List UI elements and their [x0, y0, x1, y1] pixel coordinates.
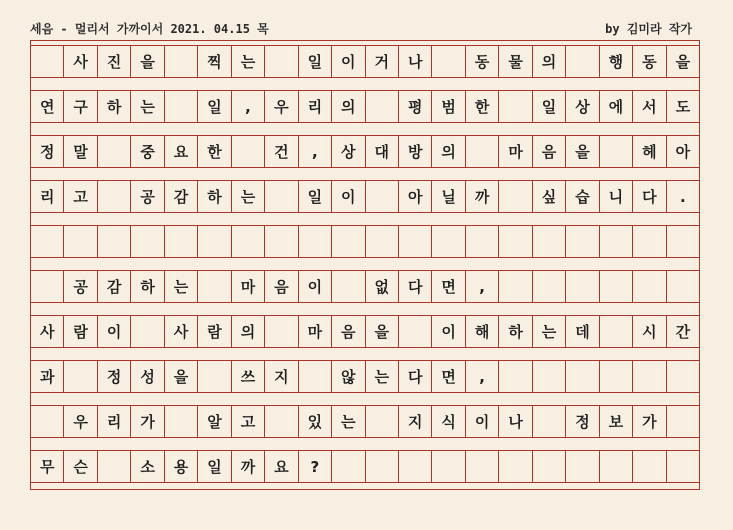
grid-cell	[466, 136, 499, 167]
grid-cell	[533, 226, 566, 257]
grid-cell	[667, 406, 699, 437]
grid-cell: 다	[399, 271, 432, 302]
grid-cell	[667, 451, 699, 482]
grid-row	[31, 405, 699, 438]
grid-cell: 상	[566, 91, 599, 122]
grid-cell: 의	[232, 316, 265, 347]
grid-cell: 아	[675, 143, 691, 161]
grid-cell	[366, 451, 399, 482]
grid-cell: 일	[533, 91, 566, 122]
grid-cell: 이	[432, 316, 465, 347]
grid-cell: 평	[399, 91, 432, 122]
grid-cell: 람	[64, 316, 97, 347]
grid-cell: 과	[31, 361, 64, 392]
grid-cell: 식	[432, 406, 465, 437]
grid-cell	[499, 451, 532, 482]
grid-cell: 알	[198, 406, 231, 437]
grid-cell: 일	[198, 451, 231, 482]
grid-cell: 구	[64, 91, 97, 122]
grid-cell: ?	[299, 451, 332, 482]
grid-cell	[165, 46, 198, 77]
grid-cell: 이	[332, 46, 365, 77]
grid-cell	[633, 451, 666, 482]
grid-cell: 는	[533, 316, 566, 347]
grid-cell: 방	[399, 136, 432, 167]
grid-cell	[198, 271, 231, 302]
grid-row	[31, 450, 699, 483]
grid-cell: 간	[675, 323, 691, 341]
grid-cell: 성	[131, 361, 164, 392]
grid-cell: .	[679, 187, 686, 206]
grid-cell	[533, 451, 566, 482]
grid-cell	[31, 46, 64, 77]
grid-cell	[600, 271, 633, 302]
grid-cell: 일	[198, 91, 231, 122]
grid-cell: 의	[432, 136, 465, 167]
grid-cell: 거	[366, 46, 399, 77]
grid-cell: 물	[499, 46, 532, 77]
grid-cell	[64, 361, 97, 392]
grid-cell: 리	[31, 181, 64, 212]
grid-cell: 중	[131, 136, 164, 167]
grid-cell: 말	[64, 136, 97, 167]
grid-cell: 하	[98, 91, 131, 122]
grid-cell	[533, 361, 566, 392]
grid-cell	[98, 181, 131, 212]
grid-cell: 일	[299, 46, 332, 77]
grid-cell: 리	[299, 91, 332, 122]
grid-cell	[399, 226, 432, 257]
grid-cell	[533, 271, 566, 302]
grid-cell: 서	[633, 91, 666, 122]
grid-cell: 우	[64, 406, 97, 437]
grid-cell: 다	[399, 361, 432, 392]
grid-cell: 상	[332, 136, 365, 167]
grid-cell	[31, 271, 64, 302]
grid-cell	[299, 361, 332, 392]
grid-cell: 무	[31, 451, 64, 482]
grid-cell	[64, 226, 97, 257]
grid-cell	[332, 451, 365, 482]
grid-cell: 아	[399, 181, 432, 212]
grid-cell	[432, 451, 465, 482]
grid-cell	[600, 316, 633, 347]
grid-cell	[299, 226, 332, 257]
grid-row	[31, 45, 699, 78]
grid-cell: 나	[399, 46, 432, 77]
grid-cell	[366, 406, 399, 437]
grid-row	[31, 360, 699, 393]
grid-cell: 면	[432, 271, 465, 302]
grid-cell: 도	[675, 98, 691, 116]
grid-cell	[165, 406, 198, 437]
grid-cell	[198, 226, 231, 257]
grid-cell: 감	[165, 181, 198, 212]
grid-cell: 해	[466, 316, 499, 347]
grid-cell: 헤	[633, 136, 666, 167]
grid-cell	[667, 271, 699, 302]
grid-cell: 보	[600, 406, 633, 437]
grid-cell: 까	[466, 181, 499, 212]
grid-cell	[265, 316, 298, 347]
grid-cell: 마	[499, 136, 532, 167]
grid-cell	[232, 226, 265, 257]
grid-cell: 을	[675, 53, 691, 71]
grid-cell: ,	[299, 136, 332, 167]
grid-cell	[566, 271, 599, 302]
grid-cell: 공	[64, 271, 97, 302]
grid-cell: 을	[566, 136, 599, 167]
grid-cell: 연	[31, 91, 64, 122]
grid-cell	[633, 361, 666, 392]
grid-cell	[366, 226, 399, 257]
page-header	[30, 16, 700, 38]
grid-cell: 는	[232, 181, 265, 212]
grid-cell: 가	[633, 406, 666, 437]
grid-cell	[667, 226, 699, 257]
grid-cell	[98, 226, 131, 257]
grid-cell: 음	[265, 271, 298, 302]
grid-cell	[131, 316, 164, 347]
grid-cell: 일	[299, 181, 332, 212]
grid-cell: 없	[366, 271, 399, 302]
grid-cell: 을	[131, 46, 164, 77]
grid-cell	[31, 226, 64, 257]
grid-cell: 면	[432, 361, 465, 392]
grid-cell: 이	[332, 181, 365, 212]
grid-cell: 하	[131, 271, 164, 302]
grid-cell: 리	[98, 406, 131, 437]
grid-cell	[499, 361, 532, 392]
manuscript-grid	[30, 40, 700, 490]
grid-cell: 는	[131, 91, 164, 122]
grid-cell	[499, 271, 532, 302]
grid-cell	[399, 316, 432, 347]
grid-cell	[332, 271, 365, 302]
grid-cell: 데	[566, 316, 599, 347]
grid-cell	[399, 451, 432, 482]
grid-cell: 마	[299, 316, 332, 347]
grid-cell: 우	[265, 91, 298, 122]
grid-cell: 는	[232, 46, 265, 77]
grid-cell: ,	[466, 271, 499, 302]
grid-cell	[466, 451, 499, 482]
grid-cell: 슨	[64, 451, 97, 482]
grid-cell: 쓰	[232, 361, 265, 392]
grid-cell: 동	[466, 46, 499, 77]
grid-cell: ,	[466, 361, 499, 392]
grid-cell: 에	[600, 91, 633, 122]
grid-cell	[499, 226, 532, 257]
grid-cell: 한	[466, 91, 499, 122]
grid-cell: 정	[98, 361, 131, 392]
grid-cell: 있	[299, 406, 332, 437]
grid-cell: 하	[499, 316, 532, 347]
grid-cell	[366, 91, 399, 122]
grid-cell: 지	[265, 361, 298, 392]
grid-cell: ,	[232, 91, 265, 122]
grid-cell	[165, 91, 198, 122]
grid-cell	[31, 406, 64, 437]
grid-cell: 람	[198, 316, 231, 347]
grid-cell: 음	[332, 316, 365, 347]
grid-cell: 감	[98, 271, 131, 302]
grid-cell: 닐	[432, 181, 465, 212]
grid-cell: 하	[198, 181, 231, 212]
grid-row	[31, 270, 699, 303]
grid-cell: 는	[165, 271, 198, 302]
grid-cell: 나	[499, 406, 532, 437]
grid-cell	[332, 226, 365, 257]
grid-cell: 사	[165, 316, 198, 347]
grid-cell	[566, 46, 599, 77]
grid-cell: 정	[566, 406, 599, 437]
grid-cell	[600, 361, 633, 392]
grid-cell: 사	[31, 316, 64, 347]
grid-cell	[165, 226, 198, 257]
grid-cell: 사	[64, 46, 97, 77]
grid-cell	[566, 226, 599, 257]
grid-cell: 까	[232, 451, 265, 482]
grid-cell	[265, 46, 298, 77]
grid-cell	[98, 136, 131, 167]
grid-cell	[566, 451, 599, 482]
grid-cell	[265, 181, 298, 212]
grid-cell: 건	[265, 136, 298, 167]
grid-cell: 용	[165, 451, 198, 482]
grid-cell	[432, 46, 465, 77]
grid-cell	[499, 91, 532, 122]
grid-cell: 가	[131, 406, 164, 437]
grid-row	[31, 180, 699, 213]
grid-cell: 정	[31, 136, 64, 167]
grid-cell: 한	[198, 136, 231, 167]
grid-cell: 않	[332, 361, 365, 392]
grid-row	[31, 315, 699, 348]
grid-cell: 이	[299, 271, 332, 302]
grid-cell: 이	[98, 316, 131, 347]
grid-cell	[432, 226, 465, 257]
grid-cell: 고	[232, 406, 265, 437]
grid-cell: 대	[366, 136, 399, 167]
grid-cell: 요	[265, 451, 298, 482]
header-author: by 김미라 작가	[605, 22, 692, 36]
grid-cell: 공	[131, 181, 164, 212]
grid-cell	[633, 226, 666, 257]
grid-cell: 이	[466, 406, 499, 437]
grid-cell: 을	[165, 361, 198, 392]
grid-cell: 시	[633, 316, 666, 347]
grid-cell	[499, 181, 532, 212]
grid-cell: 는	[332, 406, 365, 437]
grid-cell	[466, 226, 499, 257]
grid-cell: 행	[600, 46, 633, 77]
grid-cell	[633, 271, 666, 302]
grid-cell: 소	[131, 451, 164, 482]
grid-cell	[98, 451, 131, 482]
grid-cell: 고	[64, 181, 97, 212]
grid-cell	[600, 226, 633, 257]
grid-cell: 을	[366, 316, 399, 347]
grid-cell	[265, 226, 298, 257]
grid-cell: 요	[165, 136, 198, 167]
grid-cell: 지	[399, 406, 432, 437]
grid-cell	[600, 136, 633, 167]
grid-cell	[566, 361, 599, 392]
grid-cell: 범	[432, 91, 465, 122]
grid-row	[31, 135, 699, 168]
grid-cell: 니	[600, 181, 633, 212]
grid-cell: 음	[533, 136, 566, 167]
grid-cell	[533, 406, 566, 437]
grid-cell: 동	[633, 46, 666, 77]
grid-cell: 마	[232, 271, 265, 302]
grid-cell: 의	[533, 46, 566, 77]
grid-cell: 찍	[198, 46, 231, 77]
grid-cell	[265, 406, 298, 437]
grid-cell: 다	[633, 181, 666, 212]
grid-cell	[198, 361, 231, 392]
grid-cell: 는	[366, 361, 399, 392]
grid-row	[31, 225, 699, 258]
grid-cell: 싶	[533, 181, 566, 212]
grid-cell: 습	[566, 181, 599, 212]
grid-row	[31, 90, 699, 123]
grid-cell	[131, 226, 164, 257]
grid-cell	[667, 361, 699, 392]
grid-cell: 진	[98, 46, 131, 77]
grid-cell	[232, 136, 265, 167]
grid-cell: 의	[332, 91, 365, 122]
grid-cell	[600, 451, 633, 482]
grid-cell	[366, 181, 399, 212]
header-date-title: 세음 - 멀리서 가까이서 2021. 04.15 목	[30, 22, 269, 36]
